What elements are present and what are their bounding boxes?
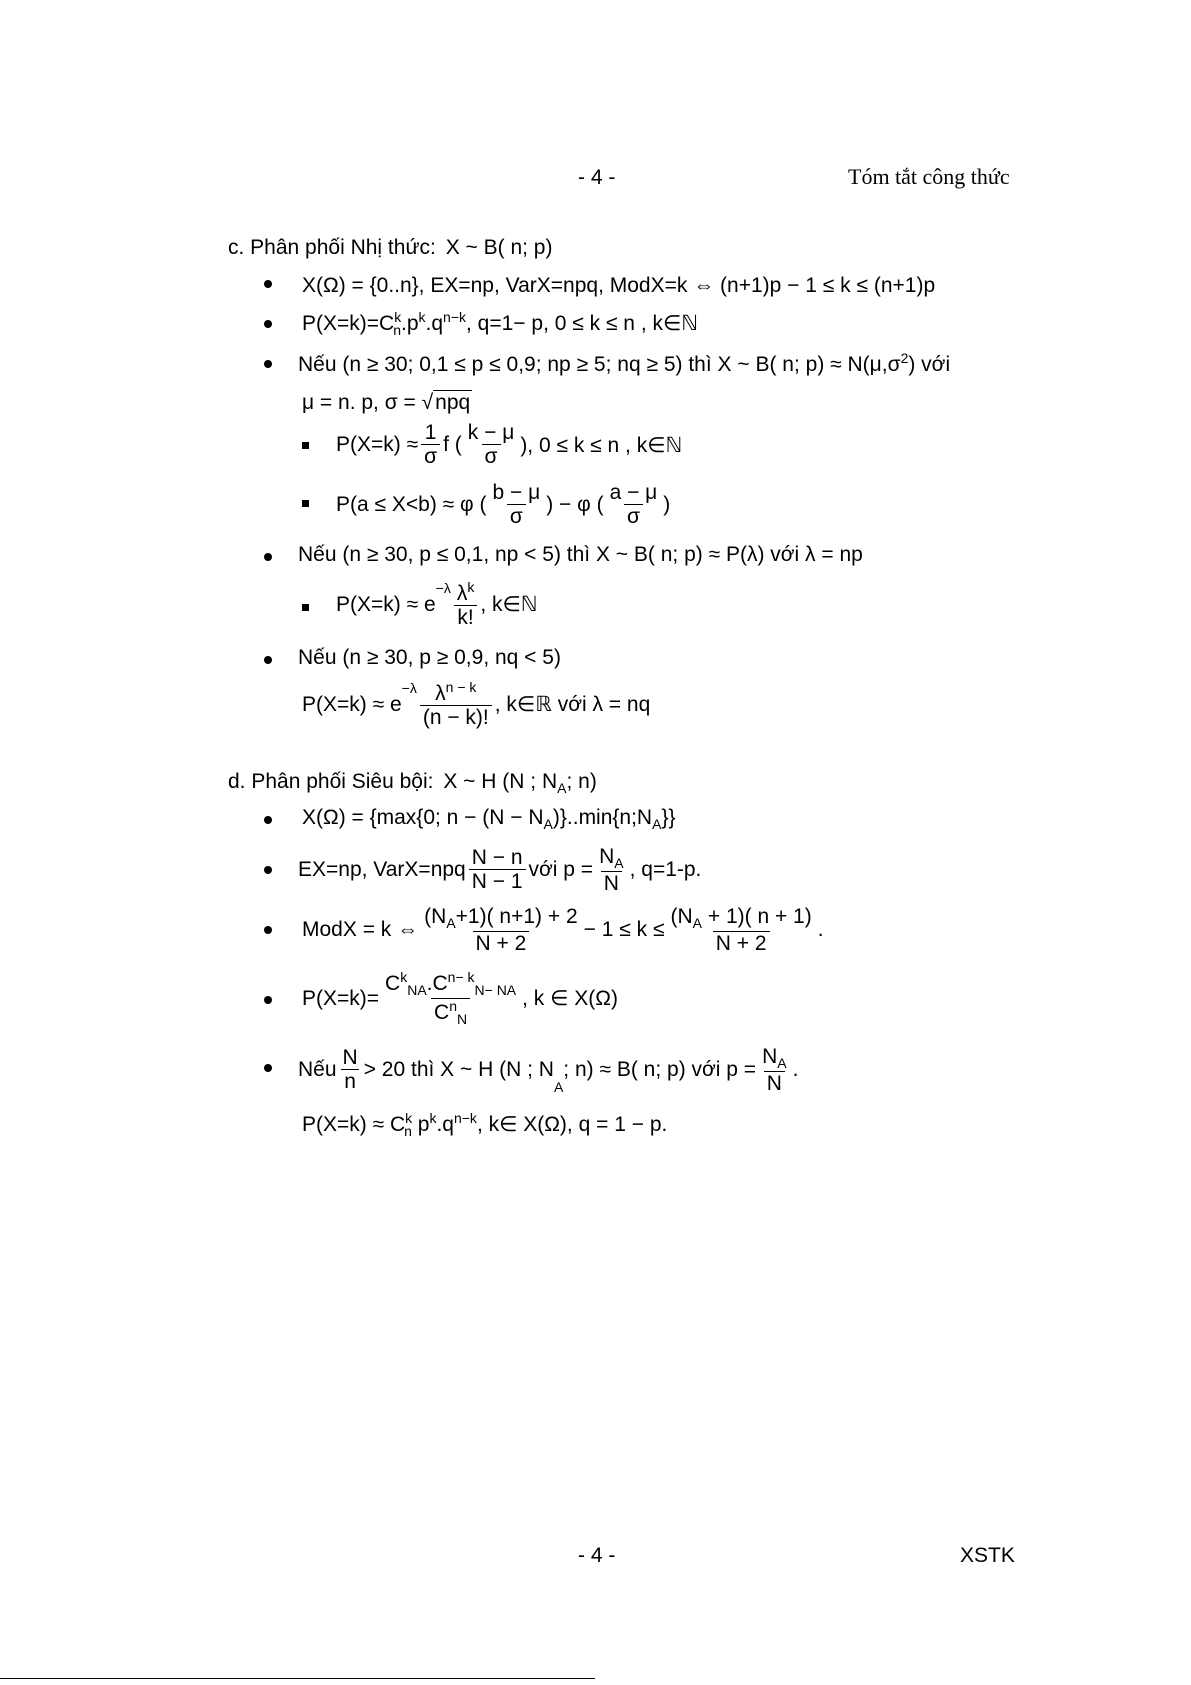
d4-numsub: NA — [407, 982, 427, 999]
c-sub-1 — [336, 422, 682, 468]
dl5-text: P(X=k) ≈ C — [302, 1113, 406, 1136]
s2-frac — [489, 482, 543, 528]
s1-num: 1 — [424, 421, 437, 444]
footer-rule — [0, 1678, 595, 1679]
s2-num: b − μ — [492, 481, 541, 504]
s3-frac — [454, 580, 478, 629]
d-bullet-3 — [302, 906, 824, 955]
l5-numsup: n − k — [445, 679, 477, 695]
bullet-d4 — [264, 996, 272, 1004]
square-c-s1 — [302, 442, 309, 449]
s2-den: σ — [507, 504, 526, 528]
d2-mid: với p = — [528, 858, 594, 882]
d5-num2sub: A — [777, 1055, 787, 1072]
c-sub-2 — [336, 482, 670, 528]
d4-frac — [382, 970, 519, 1027]
s1-frac — [421, 422, 440, 468]
bullet-d5 — [264, 1064, 272, 1072]
s1-f: f ( — [443, 433, 462, 457]
d2-frac2 — [596, 846, 627, 895]
d-bullet-5 — [298, 1046, 798, 1095]
header-title-text: Tóm tắt công thức — [848, 164, 1010, 189]
sqrt-npq: √ npq — [421, 391, 471, 414]
d4-den-wrap — [431, 998, 470, 1028]
l5-den: (n − k)! — [420, 705, 492, 729]
c2-rhs: , q=1− p, 0 ≤ k ≤ n , k∈ℕ — [466, 312, 699, 335]
dl5-rhs: , k∈ X(Ω), q = 1 − p. — [476, 1113, 668, 1136]
bullet-c4 — [264, 553, 272, 561]
d5-den: n — [341, 1069, 359, 1093]
c2-sup: k — [394, 309, 402, 325]
s3-sup: −λ — [435, 580, 451, 596]
s1-frac2 — [465, 422, 518, 468]
s1-rhs: ), 0 ≤ k ≤ n , k∈ℕ — [520, 433, 683, 457]
l5-lhs: P(X=k) ≈ e — [302, 692, 402, 716]
d-line-5 — [302, 1110, 667, 1139]
d2-num2: N — [599, 845, 615, 868]
c-bullet-1: X(Ω) = {0..n}, EX=np, VarX=npq, ModX=k ⇔ (n+1)p − 1 ≤ k ≤ (n+1)p — [302, 274, 936, 297]
d5-midsub: A — [553, 1078, 564, 1095]
d2-num2-wrap — [596, 846, 627, 871]
dl5-sub: n — [404, 1123, 412, 1140]
d2-den: N − 1 — [469, 869, 526, 893]
d1-text: X(Ω) = {max{0; n − (N − N — [302, 806, 544, 829]
s2-num2: a − μ — [609, 481, 658, 504]
d4-num-b: .C — [426, 972, 448, 995]
c3-sup: 2 — [900, 350, 909, 366]
c-sub-3 — [336, 580, 538, 629]
d3-mid: − 1 ≤ k ≤ — [583, 918, 665, 942]
d3-lhs: ModX = k ⇔ — [302, 918, 419, 942]
d5-mid2: ; n) ≈ B( n; p) với p = — [563, 1058, 757, 1082]
square-c-s3 — [302, 604, 309, 611]
c3-text: Nếu (n ≥ 30; 0,1 ≤ p ≤ 0,9; np ≥ 5; nq ≥ 5) thì X ~ B( n; p) ≈ N(μ,σ — [298, 353, 901, 376]
s1-den: σ — [421, 444, 440, 468]
d3-num2sub: A — [692, 915, 703, 932]
header-page-number: - 4 - — [578, 166, 616, 189]
s2-mid: ) − φ ( — [546, 493, 604, 517]
d5-pre: Nếu — [298, 1058, 337, 1082]
d5-num2-wrap — [759, 1046, 790, 1071]
d5-num2: N — [762, 1045, 778, 1068]
d4-num-wrap — [382, 970, 519, 998]
d3-num2-wrap — [668, 906, 815, 931]
d2-lhs: EX=np, VarX=npq — [298, 858, 466, 882]
header-title — [848, 164, 1010, 190]
section-c-notation: X ~ B( n; p) — [445, 236, 553, 259]
c3-end: ) với — [908, 353, 951, 376]
c2-mid1: .p — [401, 312, 419, 335]
l5-rhs: , k∈ℝ với λ = nq — [494, 693, 651, 717]
s3-numsup: k — [467, 579, 475, 595]
bullet-d2 — [264, 866, 272, 874]
dl5-sup: k — [405, 1110, 413, 1126]
d4-densup: n — [449, 997, 457, 1014]
bullet-d1 — [264, 816, 272, 824]
section-c-heading-text: c. Phân phối Nhị thức: — [228, 236, 436, 259]
c2-sup2: k — [418, 309, 426, 325]
c3-line2a: μ = n. p, σ = — [302, 391, 416, 414]
s1-den2: σ — [482, 444, 501, 468]
footer-label: XSTK — [960, 1544, 1015, 1567]
d3-numsub: A — [446, 915, 456, 932]
section-d-heading — [228, 770, 597, 796]
c-bullet-2 — [302, 309, 698, 338]
d5-mid: > 20 thì X ~ H (N ; N — [363, 1058, 554, 1082]
bullet-c1 — [264, 280, 272, 288]
s2-frac2 — [607, 482, 661, 528]
s3-num: λ — [456, 582, 468, 605]
bullet-c2 — [264, 320, 272, 328]
d3-rhs: . — [817, 918, 824, 942]
d3-num2rest: + 1)( n + 1) — [702, 905, 812, 928]
d5-rhs: . — [792, 1058, 799, 1082]
c2-lhs: P(X=k)=C — [302, 312, 395, 335]
section-c-heading — [228, 236, 552, 260]
section-d-notation-sub: A — [557, 780, 567, 797]
d1-sub: A — [543, 816, 553, 833]
s3-num-wrap — [454, 580, 478, 605]
l5-sup: −λ — [401, 680, 417, 696]
d2-den2: N — [601, 871, 622, 895]
c2-mid2: .q — [425, 312, 444, 335]
d5-num: N — [342, 1046, 358, 1070]
d-bullet-4 — [302, 970, 618, 1027]
c2-sup3: n−k — [443, 309, 466, 325]
s1-lhs: P(X=k) ≈ — [336, 433, 419, 457]
s2-lhs: P(a ≤ X<b) ≈ φ ( — [336, 493, 487, 517]
d4-lhs: P(X=k)= — [302, 986, 380, 1010]
c3-line2b: npq — [435, 391, 471, 414]
d4-num-bsup: n− k — [447, 969, 475, 985]
d5-frac2 — [759, 1046, 790, 1095]
d2-frac — [469, 847, 526, 893]
c-line-5 — [302, 680, 650, 729]
d2-rhs: , q=1-p. — [629, 858, 702, 882]
d4-num: C — [385, 972, 401, 995]
s3-den: k! — [454, 605, 476, 629]
d4-den: C — [434, 1000, 450, 1024]
bullet-c3 — [264, 360, 272, 368]
d1-sub2: A — [652, 816, 662, 833]
d4-num-bsub: N− NA — [474, 982, 517, 999]
d3-num: (N — [424, 905, 447, 928]
d5-den2: N — [764, 1071, 785, 1095]
footer-page-number: - 4 - — [578, 1544, 616, 1567]
d1-end: )}..min{n;N — [552, 806, 653, 829]
square-c-s2 — [302, 500, 309, 507]
c-bullet-3-line2 — [302, 390, 472, 415]
section-d-notation-end: ; n) — [566, 770, 597, 793]
d2-num2sub: A — [614, 855, 624, 872]
dl5-mid: p — [417, 1113, 430, 1136]
d3-den2: N + 2 — [713, 931, 770, 955]
c-bullet-3 — [298, 350, 950, 377]
bullet-d3 — [264, 926, 272, 934]
l5-frac — [420, 680, 492, 729]
s3-rhs: , k∈ℕ — [480, 593, 538, 617]
d2-num: N − n — [471, 846, 523, 870]
c2-sub: n — [393, 322, 401, 339]
l5-num: λ — [435, 682, 446, 705]
dl5-sup2: k — [429, 1110, 437, 1126]
c-bullet-4: Nếu (n ≥ 30, p ≤ 0,1, np < 5) thì X ~ B( n; p) ≈ P(λ) với λ = np — [298, 543, 863, 566]
section-d-heading-text: d. Phân phối Siêu bội: — [228, 770, 434, 793]
dl5-sup3: n−k — [453, 1110, 477, 1126]
d4-numsup: k — [400, 969, 408, 985]
d4-densub: N — [457, 1011, 468, 1028]
s2-den2: σ — [624, 504, 643, 528]
d3-frac — [421, 906, 581, 955]
d3-numrest: +1)( n+1) + 2 — [455, 905, 578, 928]
d3-num-wrap — [421, 906, 581, 931]
l5-num-wrap — [432, 680, 479, 705]
d3-den: N + 2 — [473, 931, 530, 955]
s2-rhs: ) — [663, 493, 671, 517]
dl5-mid2: .q — [436, 1113, 454, 1136]
d-bullet-1 — [302, 806, 675, 832]
c-bullet-5: Nếu (n ≥ 30, p ≥ 0,9, nq < 5) — [298, 646, 561, 669]
s1-num2: k − μ — [467, 421, 515, 444]
d4-rhs: , k ∈ X(Ω) — [522, 987, 618, 1011]
d5-frac — [340, 1047, 361, 1093]
bullet-c5 — [264, 656, 272, 664]
d3-num2: (N — [670, 905, 693, 928]
section-d-notation: X ~ H (N ; N — [443, 770, 558, 793]
s3-lhs: P(X=k) ≈ e — [336, 592, 436, 616]
d-bullet-2 — [298, 846, 701, 895]
d1-close: }} — [661, 806, 676, 829]
d3-frac2 — [668, 906, 815, 955]
